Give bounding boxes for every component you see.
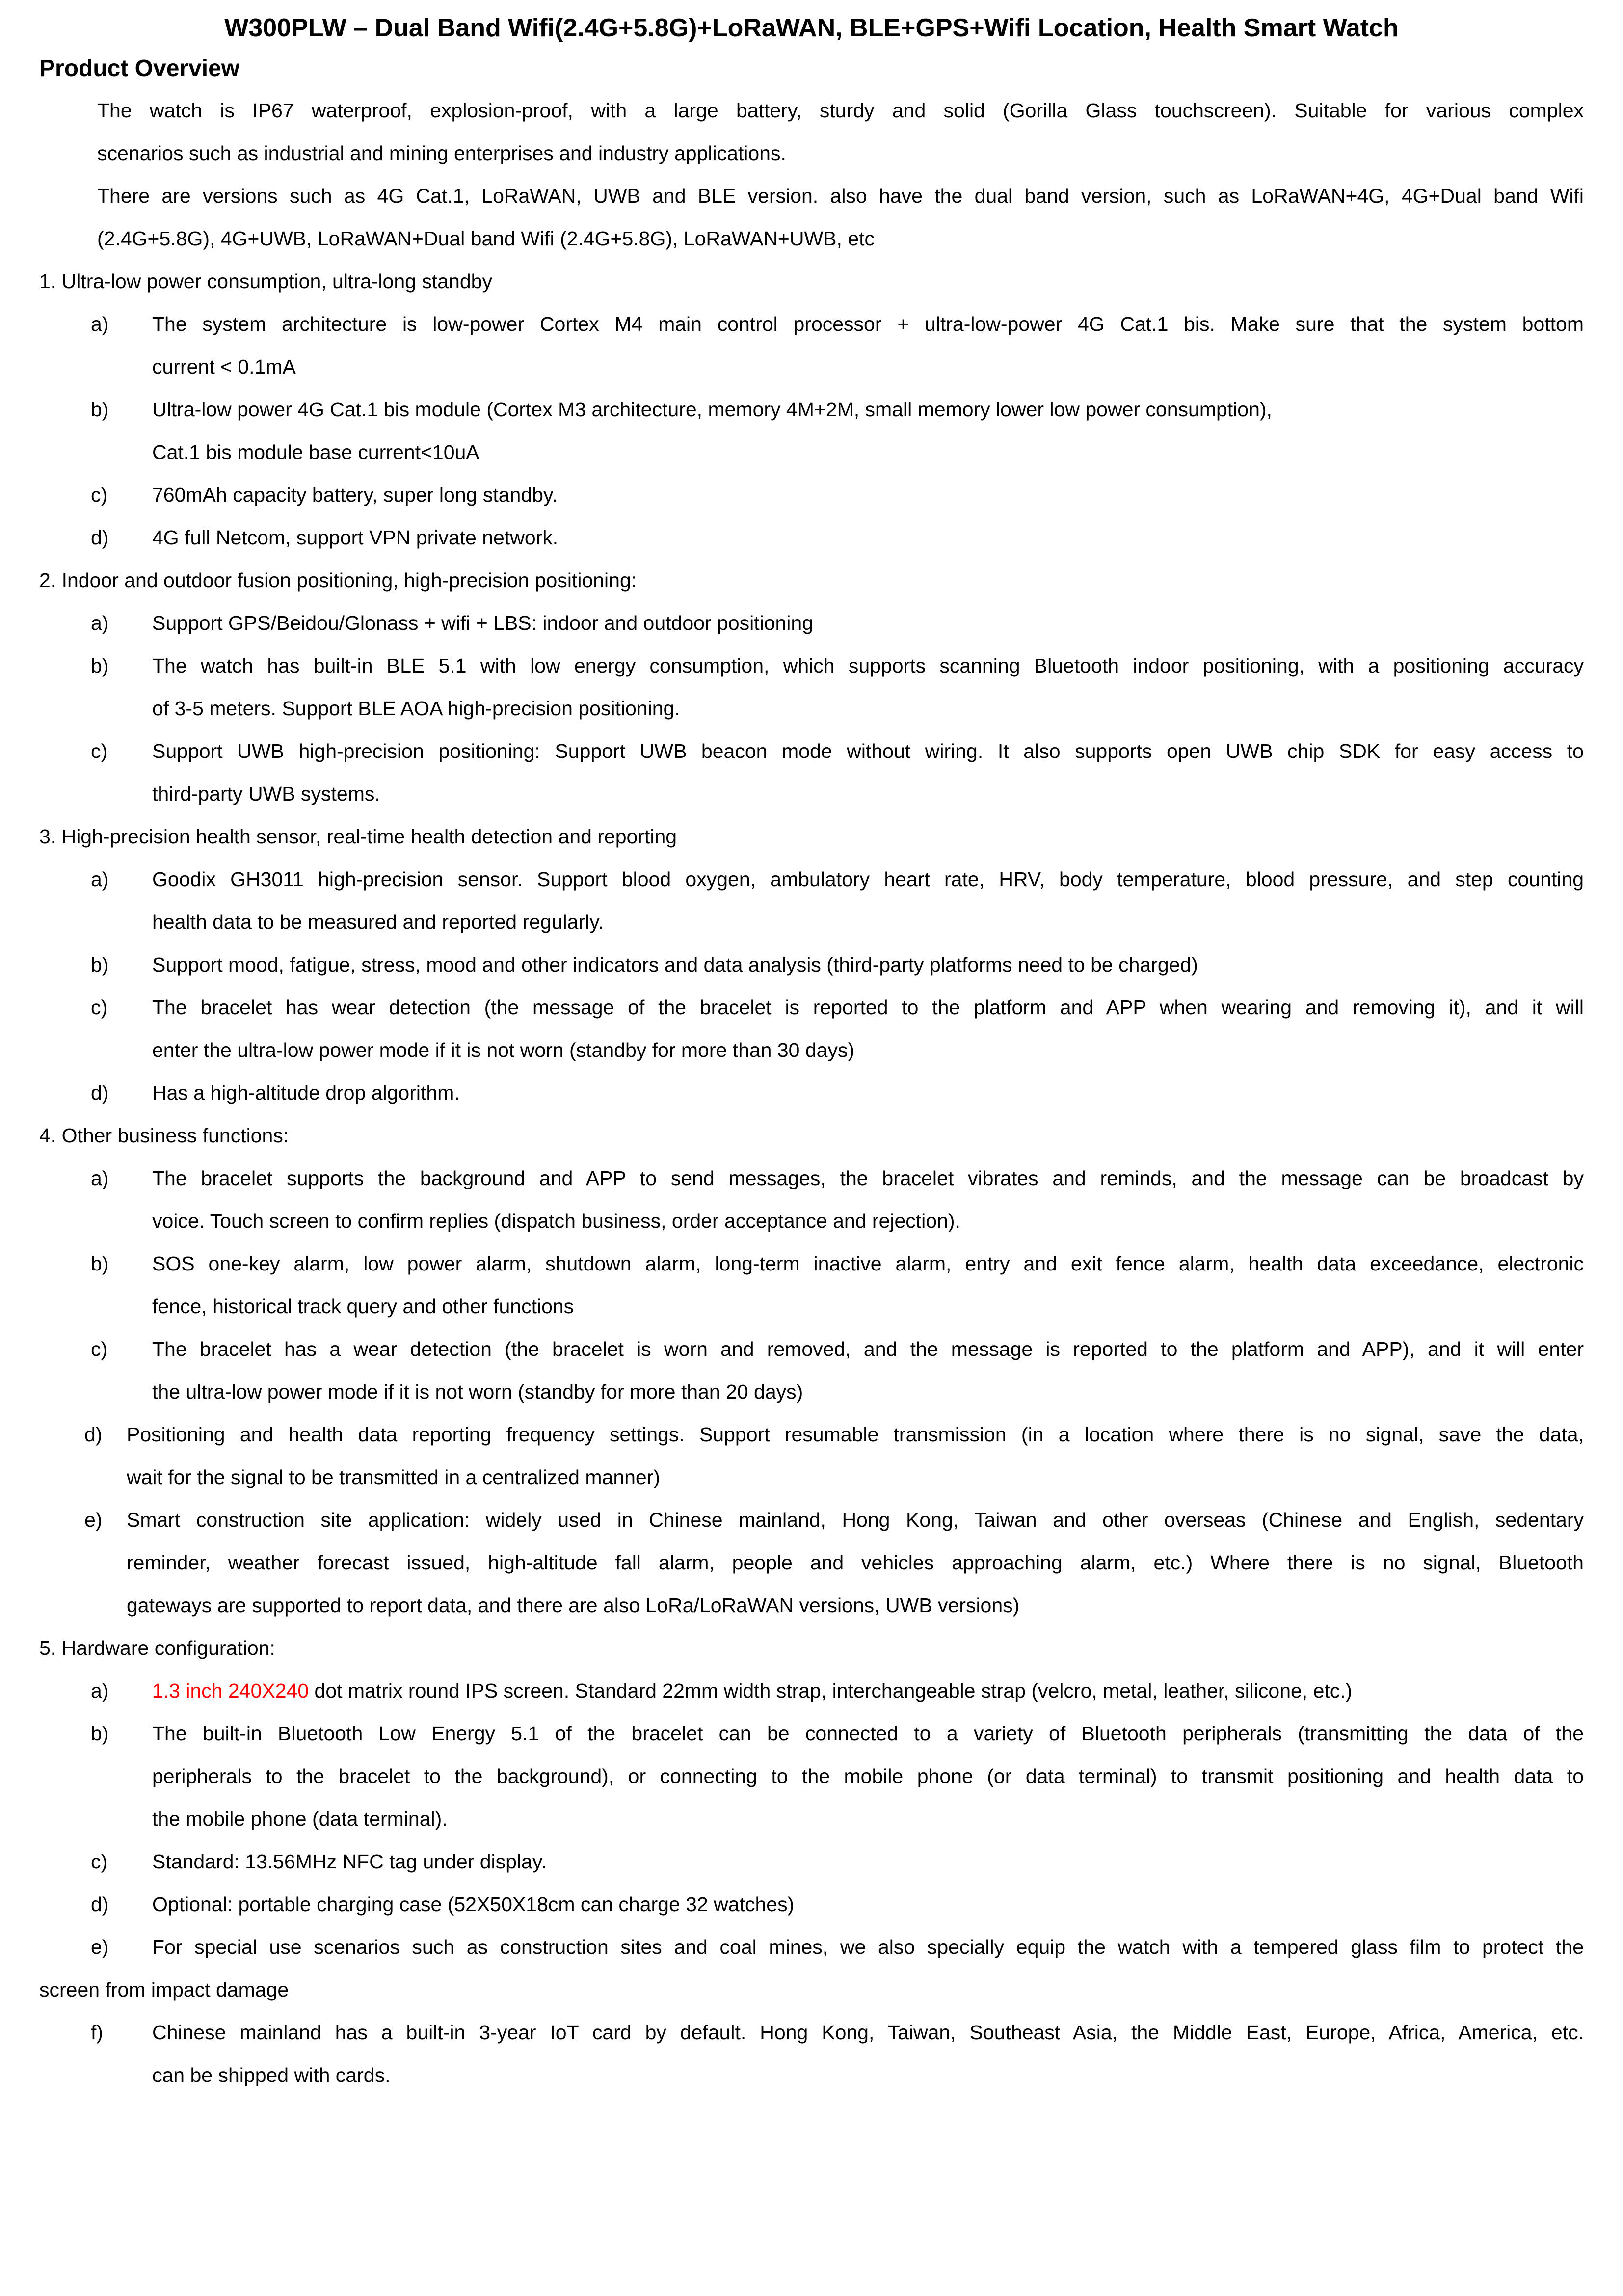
line-text: Standard: 13.56MHz NFC tag under display. — [152, 1850, 547, 1873]
section-heading-4: 4. Other business functions: — [39, 1124, 289, 1147]
list-item-line — [39, 388, 1584, 431]
list-letter: a) — [91, 1679, 109, 1702]
section-heading-3: 3. High-precision health sensor, real-time health detection and reporting — [39, 825, 677, 848]
paragraph-line: There are versions such as 4G Cat.1, LoRaWAN, UWB and BLE version. also have the dual band version, such as LoRaWAN+4G, 4G+Dual band Wifi — [97, 185, 1584, 207]
list-item-line — [39, 858, 1584, 901]
section-heading-overview: Product Overview — [39, 55, 240, 81]
list-letter: c) — [91, 484, 108, 506]
list-letter: d) — [84, 1423, 103, 1446]
line-text: Smart construction site application: widely used in Chinese mainland, Hong Kong, Taiwan and other overseas (Chinese and English, sedentary — [127, 1509, 1584, 1531]
list-item-line — [39, 516, 1584, 559]
continuation-line: gateways are supported to report data, and there are also LoRa/LoRaWAN versions, UWB versions) — [127, 1594, 1020, 1617]
continuation-line: of 3-5 meters. Support BLE AOA high-precision positioning. — [152, 697, 680, 720]
line-text: dot matrix round IPS screen. Standard 22mm width strap, interchangeable strap (velcro, metal, leather, silicone, etc.) — [309, 1679, 1353, 1702]
line-text: Support mood, fatigue, stress, mood and other indicators and data analysis (third-party platforms need to be charged) — [152, 953, 1198, 976]
continuation-line: screen from impact damage — [39, 1978, 289, 2001]
continuation-line: Cat.1 bis module base current<10uA — [152, 441, 479, 463]
line-text: Chinese mainland has a built-in 3-year IoT card by default. Hong Kong, Taiwan, Southeast Asia, the Middle East, Europe, Africa, America, etc. — [152, 2021, 1584, 2044]
list-letter: e) — [91, 1936, 109, 1958]
section-heading-1: 1. Ultra-low power consumption, ultra-long standby — [39, 270, 492, 293]
list-item-line — [39, 1328, 1584, 1371]
line-text: The built-in Bluetooth Low Energy 5.1 of the bracelet can be connected to a variety of Bluetooth peripherals (transmitting the data of the — [152, 1722, 1584, 1745]
continuation-line: health data to be measured and reported regularly. — [152, 911, 604, 933]
line-text: Optional: portable charging case (52X50X18cm can charge 32 watches) — [152, 1893, 795, 1916]
list-item-line — [39, 1157, 1584, 1200]
continuation-line: can be shipped with cards. — [152, 2064, 391, 2086]
list-item-line — [39, 645, 1584, 687]
list-letter: e) — [84, 1509, 103, 1531]
list-item-line — [39, 944, 1584, 986]
line-text: The watch has built-in BLE 5.1 with low energy consumption, which supports scanning Bluetooth indoor positioning, with a positioning accuracy — [152, 654, 1584, 677]
continuation-line: the ultra-low power mode if it is not worn (standby for more than 20 days) — [152, 1380, 803, 1403]
list-item-line — [39, 602, 1584, 645]
section-heading-2: 2. Indoor and outdoor fusion positioning, high-precision positioning: — [39, 569, 637, 592]
list-item-line — [39, 1840, 1584, 1883]
continuation-line: enter the ultra-low power mode if it is not worn (standby for more than 30 days) — [152, 1039, 855, 1061]
list-item-line — [39, 1670, 1584, 1712]
line-text: Positioning and health data reporting frequency settings. Support resumable transmission (in a location where there is no signal, save the data, — [127, 1423, 1584, 1446]
list-letter: d) — [91, 1081, 109, 1104]
list-item-line — [39, 1883, 1584, 1926]
list-letter: b) — [91, 654, 109, 677]
list-item-line — [39, 1413, 1584, 1456]
line-text: 760mAh capacity battery, super long standby. — [152, 484, 558, 506]
line-text: The system architecture is low-power Cortex M4 main control processor + ultra-low-power 4G Cat.1 bis. Make sure that the system bottom — [152, 313, 1584, 335]
list-item-line — [39, 2011, 1584, 2054]
line-text: The bracelet supports the background and APP to send messages, the bracelet vibrates and reminds, and the message can be broadcast by — [152, 1167, 1584, 1189]
list-letter: c) — [91, 996, 108, 1019]
line-text: Goodix GH3011 high-precision sensor. Support blood oxygen, ambulatory heart rate, HRV, body temperature, blood pressure, and step counting — [152, 868, 1584, 891]
document-title: W300PLW – Dual Band Wifi(2.4G+5.8G)+LoRaWAN, BLE+GPS+Wifi Location, Health Smart Watch — [224, 14, 1399, 42]
line-text: 4G full Netcom, support VPN private network. — [152, 526, 559, 549]
list-item-line — [39, 1243, 1584, 1285]
list-letter: b) — [91, 1252, 109, 1275]
continuation-line: voice. Touch screen to confirm replies (dispatch business, order acceptance and rejection). — [152, 1210, 960, 1232]
continuation-line: reminder, weather forecast issued, high-altitude fall alarm, people and vehicles approaching alarm, etc.) Where there is no signal, Bluetooth — [127, 1551, 1584, 1574]
line-text: Has a high-altitude drop algorithm. — [152, 1081, 460, 1104]
line-text: Ultra-low power 4G Cat.1 bis module (Cortex M3 architecture, memory 4M+2M, small memory lower low power consumption), — [152, 398, 1272, 421]
list-item-line — [39, 303, 1584, 346]
list-letter: c) — [91, 740, 108, 762]
list-item-line — [39, 1712, 1584, 1755]
paragraph-line: scenarios such as industrial and mining enterprises and industry applications. — [97, 142, 786, 164]
list-item-line — [39, 1072, 1584, 1114]
list-item-line — [39, 1926, 1584, 1969]
line-text: SOS one-key alarm, low power alarm, shutdown alarm, long-term inactive alarm, entry and exit fence alarm, health data exceedance, electronic — [152, 1252, 1584, 1275]
list-letter: d) — [91, 526, 109, 549]
line-text: Support UWB high-precision positioning: Support UWB beacon mode without wiring. It also supports open UWB chip SDK for easy access to — [152, 740, 1584, 762]
list-item-line — [39, 474, 1584, 516]
list-letter: a) — [91, 612, 109, 634]
list-letter: a) — [91, 313, 109, 335]
line-text: The bracelet has a wear detection (the bracelet is worn and removed, and the message is reported to the platform and APP), and it will enter — [152, 1338, 1584, 1360]
continuation-line: current < 0.1mA — [152, 355, 296, 378]
continuation-line: fence, historical track query and other functions — [152, 1295, 574, 1318]
line-text: For special use scenarios such as construction sites and coal mines, we also specially equip the watch with a tempered glass film to protect the — [152, 1936, 1584, 1958]
paragraph-line: The watch is IP67 waterproof, explosion-proof, with a large battery, sturdy and solid (Gorilla Glass touchscreen). Suitable for various complex — [97, 99, 1584, 122]
list-item-line — [39, 730, 1584, 773]
list-letter: b) — [91, 398, 109, 421]
list-item-line — [39, 986, 1584, 1029]
red-spec-text: 1.3 inch 240X240 — [152, 1679, 309, 1702]
continuation-line: wait for the signal to be transmitted in a centralized manner) — [127, 1466, 661, 1488]
list-item-line — [39, 1499, 1584, 1541]
paragraph-line: (2.4G+5.8G), 4G+UWB, LoRaWAN+Dual band Wifi (2.4G+5.8G), LoRaWAN+UWB, etc — [97, 227, 875, 250]
line-text: The bracelet has wear detection (the message of the bracelet is reported to the platform and APP when wearing and removing it), and it will — [152, 996, 1584, 1019]
list-letter: a) — [91, 868, 109, 891]
continuation-line: the mobile phone (data terminal). — [152, 1808, 448, 1830]
continuation-line: peripherals to the bracelet to the background), or connecting to the mobile phone (or data terminal) to transmit positioning and health data to — [152, 1765, 1584, 1787]
list-letter: f) — [91, 2021, 104, 2044]
continuation-line: third-party UWB systems. — [152, 783, 380, 805]
list-letter: c) — [91, 1850, 108, 1873]
list-letter: c) — [91, 1338, 108, 1360]
list-letter: a) — [91, 1167, 109, 1189]
section-heading-5: 5. Hardware configuration: — [39, 1637, 275, 1659]
list-letter: b) — [91, 1722, 109, 1745]
line-text: Support GPS/Beidou/Glonass + wifi + LBS: indoor and outdoor positioning — [152, 612, 814, 634]
list-letter: b) — [91, 953, 109, 976]
list-letter: d) — [91, 1893, 109, 1916]
